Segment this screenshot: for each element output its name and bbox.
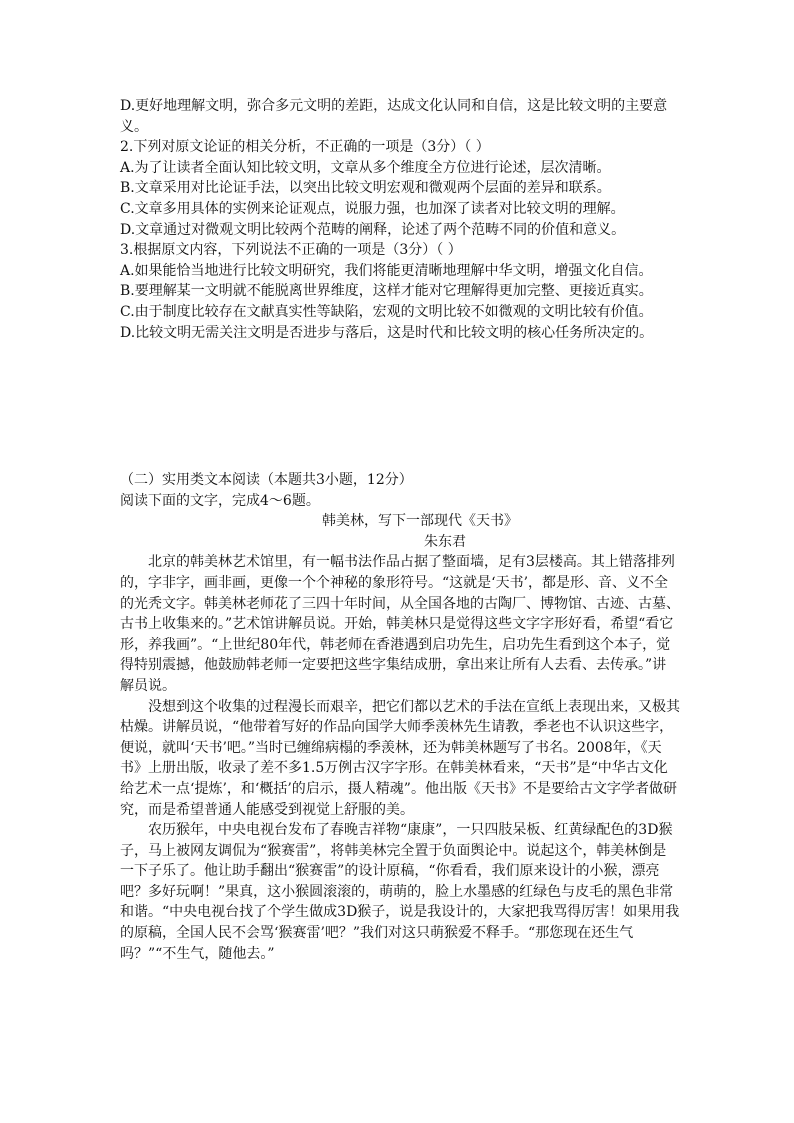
- q3-option-b: B.要理解某一文明就不能脱离世界维度，这样才能对它理解得更加完整、更接近真实。: [120, 283, 653, 300]
- section-instruction: 阅读下面的文字，完成4～6题。: [120, 492, 320, 509]
- article-author: 朱东君: [424, 533, 466, 550]
- q3-option-c: C.由于制度比较存在文献真实性等缺陷，宏观的文明比较不如微观的文明比较有价值。: [120, 303, 653, 320]
- q2-option-b: B.文章采用对比论证手法，以突出比较文明宏观和微观两个层面的差异和联系。: [120, 180, 611, 197]
- q2-option-a: A.为了让读者全面认知比较文明，文章从多个维度全方位进行论述，层次清晰。: [120, 159, 611, 176]
- article-paragraph: 农历猴年，中央电视台发布了春晚吉祥物“康康”，一只四肢呆板、红黄绿配色的3D猴子，马上被网友调侃为“猴赛雷”，将韩美林完全置于负面舆论中。说起这个，韩美林倒是一下子乐了。他让助手翻出“猴赛雷”的设计原稿，“你看看，我们原来设计的小猴，漂亮吧？多好玩啊！”果真，这小猴圆滚滚的，萌萌的，脸上水墨感的红绿色与皮毛的黑色非常和谐。“中央电视台找了个学生做成3D猴子，说是我设计的，大家把我骂得厉害！如果用我的原稿，全国人民不会骂‘猴赛雷’吧？”我们对这只萌猴爱不释手。“那您现在还生气吗？”“不生气，随他去。”: [120, 822, 680, 962]
- q1-option-d: D.更好地理解文明，弥合多元文明的差距，达成文化认同和自信，这是比较文明的主要意义。: [120, 98, 668, 135]
- q2-option-c: C.文章多用具体的实例来论证观点，说服力强，也加深了读者对比较文明的理解。: [120, 200, 625, 217]
- q2-stem: 2.下列对原文论证的相关分析，不正确的一项是（3分）（ ）: [120, 139, 490, 156]
- q2-option-d: D.文章通过对微观文明比较两个范畴的阐释，论述了两个范畴不同的价值和意义。: [120, 221, 626, 238]
- section-heading: （二）实用类文本阅读（本题共3小题，12分）: [120, 472, 413, 488]
- article-title: 韩美林，写下一部现代《天书》: [322, 513, 518, 530]
- q3-stem: 3.根据原文内容，下列说法不正确的一项是（3分）（ ）: [120, 242, 462, 259]
- questions-block: [120, 96, 680, 343]
- q3-option-d: D.比较文明无需关注文明是否进步与落后，这是时代和比较文明的核心任务所决定的。: [120, 324, 654, 341]
- article-paragraph: 北京的韩美林艺术馆里，有一幅书法作品占据了整面墙，足有3层楼高。其上错落排列的，字非字，画非画，更像一个个神秘的象形符号。“这就是‘天书’，都是形、音、义不全的光秃文字。韩美林老师花了三四十年时间，从全国各地的古陶厂、博物馆、古迹、古墓、古书上收集来的。”艺术馆讲解员说。开始，韩美林只是觉得这些文字字形好看，希望“看它形，养我画”。“上世纪80年代，韩老师在香港遇到启功先生，启功先生看到这个本子，觉得特别震撼，他鼓励韩老师一定要把这些字集结成册，拿出来让所有人去看、去传承。”讲解员说。: [120, 554, 680, 694]
- q3-option-a: A.如果能恰当地进行比较文明研究，我们将能更清晰地理解中华文明，增强文化自信。: [120, 262, 653, 279]
- article-paragraph: 没想到这个收集的过程漫长而艰辛，把它们都以艺术的手法在宣纸上表现出来，又极其枯燥。讲解员说，“他带着写好的作品向国学大师季羡林先生请教，季老也不认识这些字，便说，就叫‘天书’吧。”当时已缠绵病榻的季羡林，还为韩美林题写了书名。2008年，《天书》上册出版，收录了差不多1.5万例古汉字字形。在韩美林看来，“天书”是“中华古文化给艺术一点‘提炼’，和‘概括’的启示，摄人精魂”。他出版《天书》不是要给古文字学者做研究，而是希望普通人能感受到视觉上舒服的美。: [120, 698, 680, 818]
- practical-reading-section: [120, 470, 680, 964]
